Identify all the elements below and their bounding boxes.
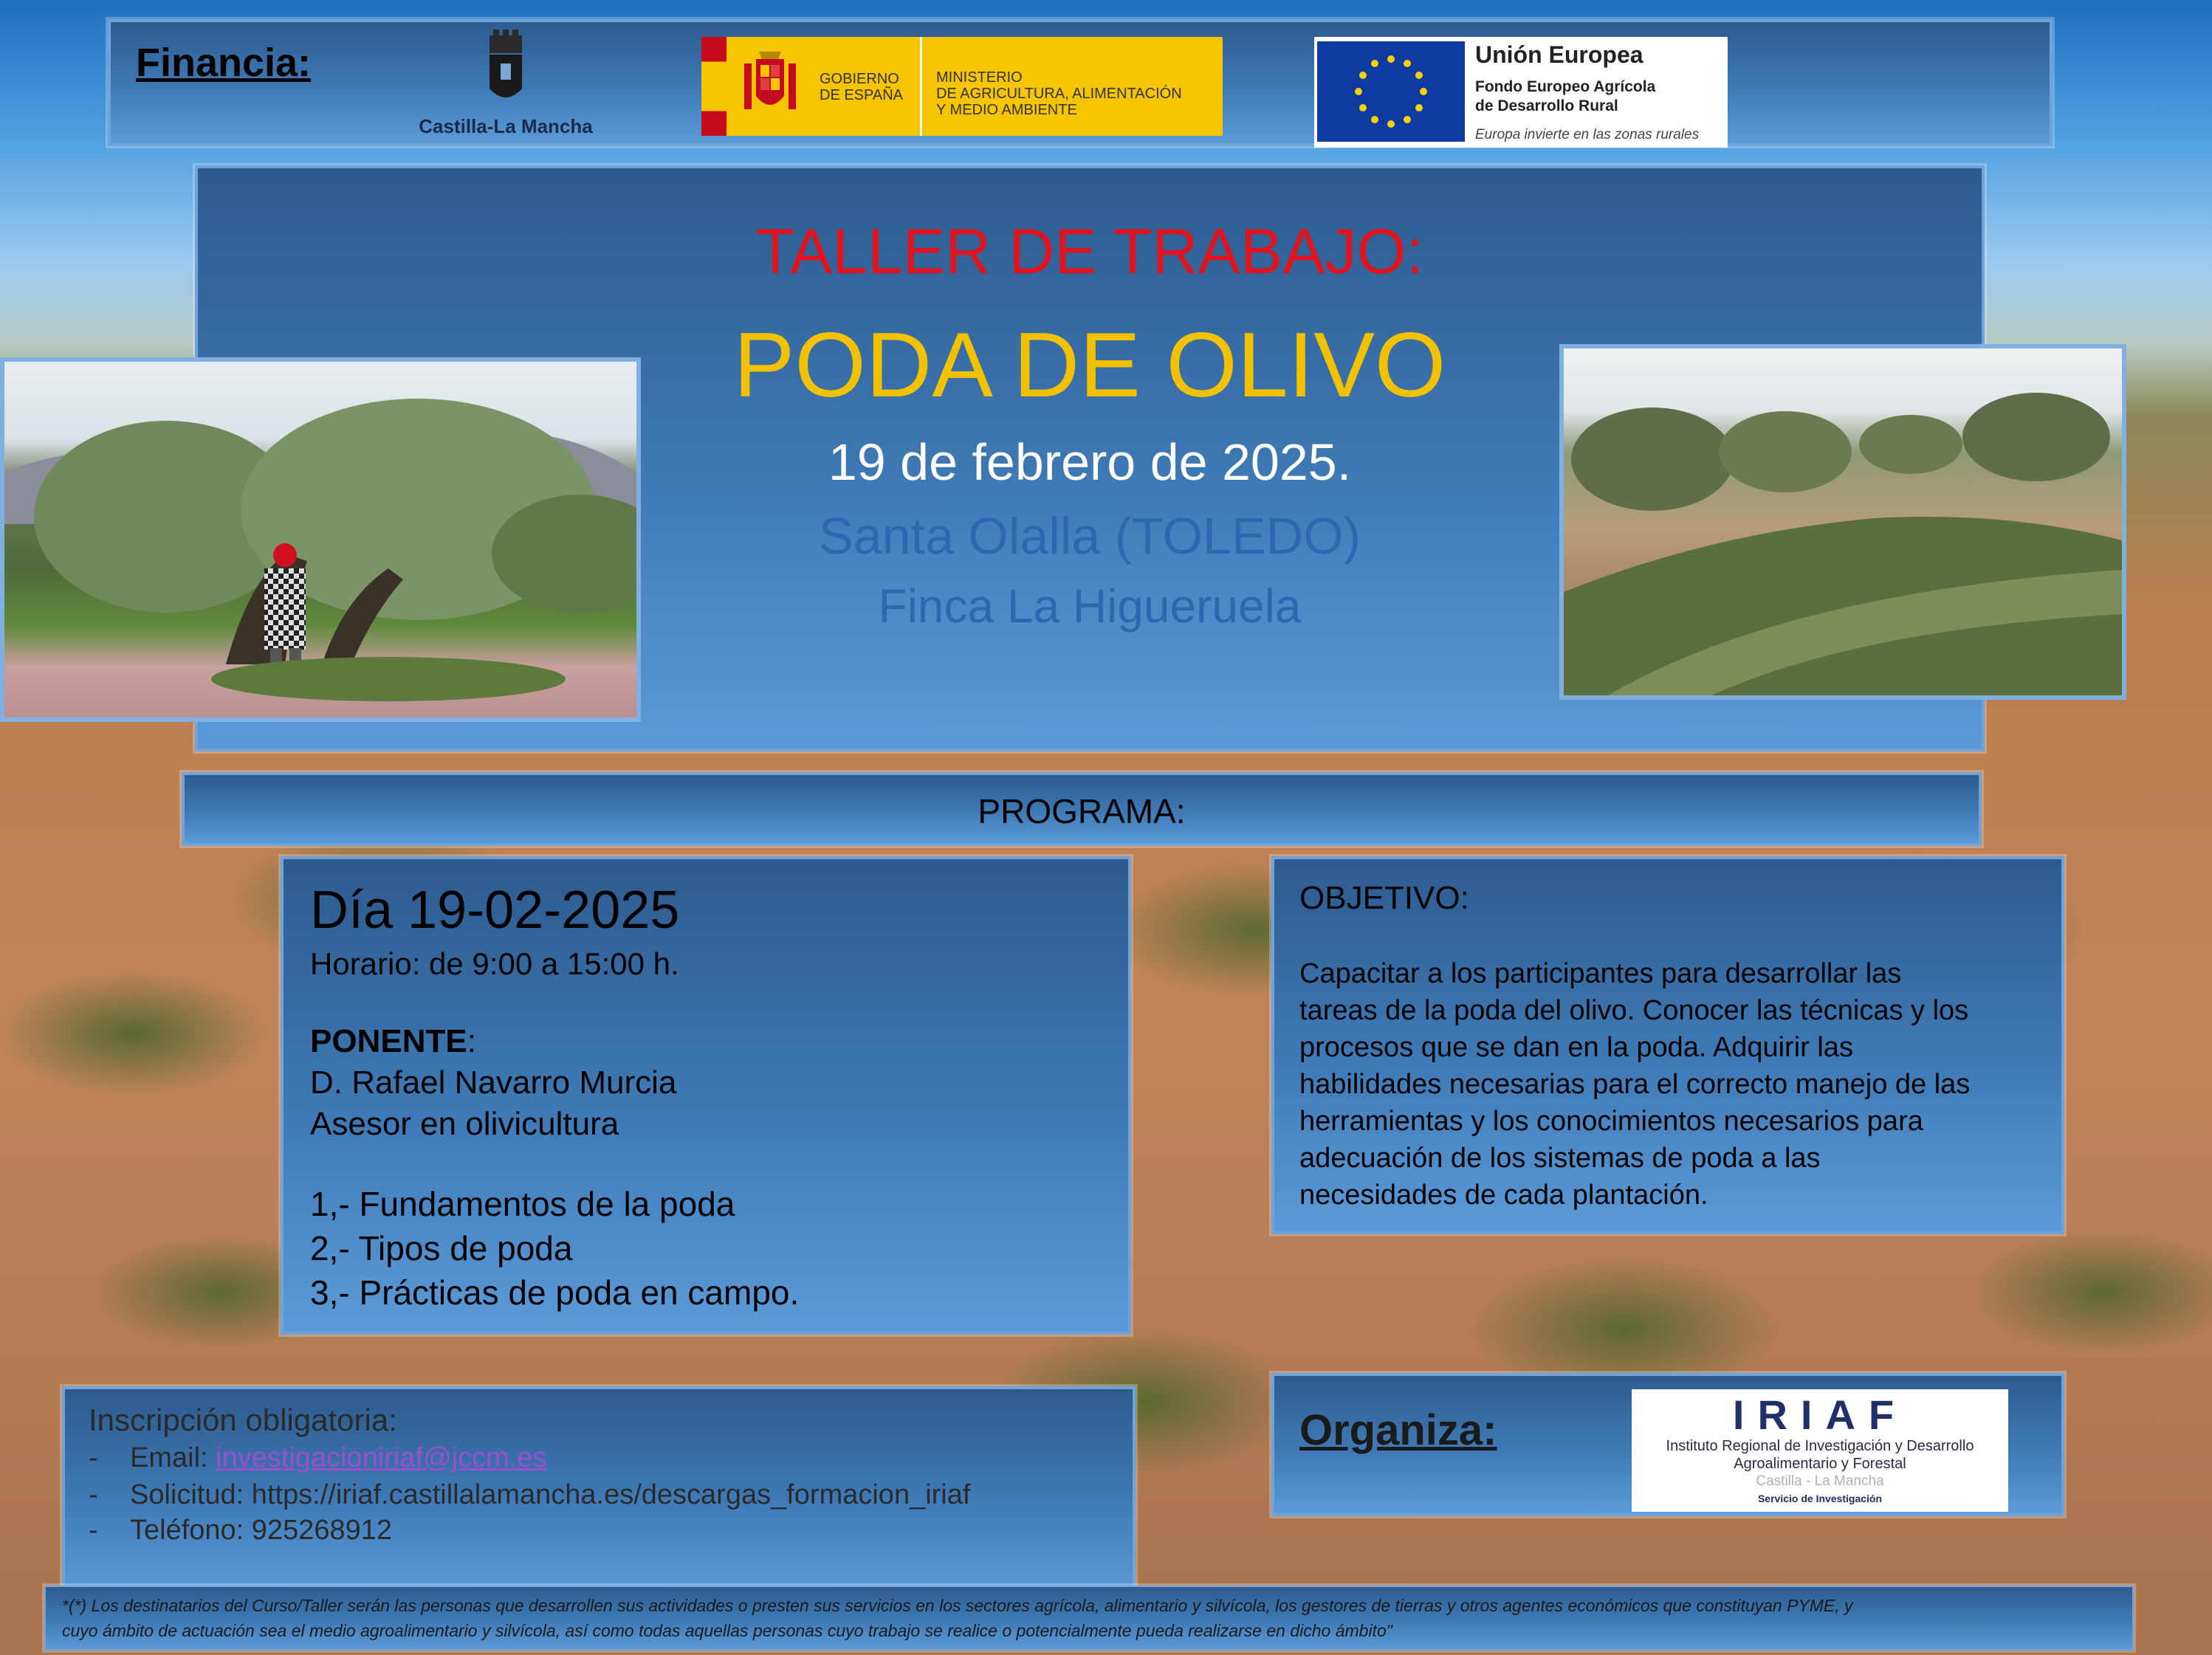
schedule-day: Día 19-02-2025: [310, 881, 680, 940]
iriaf-line-1: Instituto Regional de Investigación y Desarrollo: [1666, 1438, 1974, 1454]
ministerio-text-3: Y MEDIO AMBIENTE: [936, 102, 1077, 118]
eu-line-2: de Desarrollo Rural: [1475, 97, 1618, 114]
schedule-hours: Horario: de 9:00 a 15:00 h.: [310, 946, 679, 981]
speaker-label: PONENTE: [310, 1023, 467, 1059]
registration-panel: [62, 1386, 1136, 1594]
speaker-role: Asesor en olivicultura: [310, 1106, 619, 1142]
event-date: 19 de febrero de 2025.: [828, 433, 1352, 491]
registration-phone-row: [89, 1515, 392, 1546]
program-item-2: 2,- Tipos de poda: [310, 1229, 573, 1267]
phone-label: Teléfono:: [130, 1515, 244, 1546]
gobierno-logo: [701, 37, 1223, 136]
iriaf-logo: [1632, 1389, 2008, 1512]
request-link[interactable]: https://iriaf.castillalamancha.es/descargas_formacion_iriaf: [251, 1479, 971, 1510]
eu-logo: [1314, 37, 1728, 148]
schedule-panel: [281, 856, 1131, 1335]
event-place: Santa Olalla (TOLEDO): [819, 507, 1361, 565]
objective-line-6: adecuación de los sistemas de poda a las: [1299, 1143, 1821, 1174]
footnote-bar: [44, 1586, 2134, 1651]
program-item-1: 1,- Fundamentos de la poda: [310, 1185, 735, 1223]
bullet: -: [89, 1515, 98, 1546]
olive-trees-illustration-icon: [4, 362, 636, 718]
bullet: -: [89, 1442, 98, 1473]
email-label: Email:: [130, 1442, 208, 1473]
financia-label: Financia:: [136, 41, 312, 85]
iriaf-line-2: Agroalimentario y Forestal: [1734, 1456, 1906, 1472]
spain-coat-of-arms-icon: [738, 49, 802, 123]
objective-line-5: herramientas y los conocimientos necesarios para: [1299, 1106, 1923, 1137]
pruned-olive-grove-photo: [1559, 344, 2126, 700]
footnote-line-2: cuyo ámbito de actuación sea el medio agroalimentario y silvícola, así como todas aquellas personas cuyo trabajo se realice o potencialmente pueda realizarse en dicho ámbito": [62, 1621, 1392, 1640]
eu-flag-icon: [1317, 41, 1465, 142]
objective-panel: [1271, 856, 2064, 1234]
program-item-3: 3,- Prácticas de poda en campo.: [310, 1273, 800, 1312]
phone-value: 925268912: [251, 1515, 393, 1546]
organiza-label: Organiza:: [1299, 1406, 1497, 1454]
pruning-worker-photo: [0, 357, 641, 722]
objective-line-2: tareas de la poda del olivo. Conocer las técnicas y los: [1299, 995, 1969, 1026]
jccm-logo-text: Castilla-La Mancha: [419, 115, 593, 137]
footnote-line-1: *(*) Los destinatarios del Curso/Taller serán las personas que desarrollen sus actividades o presten sus servicios en los sectores agrícola, alimentario y silvícola, los gestores de tierras y otros agentes económicos que constituyan PYME, y: [62, 1596, 1853, 1615]
event-kicker: TALLER DE TRABAJO:: [755, 216, 1424, 287]
spain-flag-stripe: [701, 37, 727, 136]
speaker-name: D. Rafael Navarro Murcia: [310, 1064, 677, 1101]
olive-grove-illustration-icon: [1564, 348, 2122, 695]
email-link[interactable]: investigacioniriaf@jccm.es: [216, 1442, 547, 1473]
objective-line-1: Capacitar a los participantes para desarrollar las: [1299, 958, 1902, 989]
gobierno-text-2: DE ESPAÑA: [820, 87, 903, 103]
objective-line-3: procesos que se dan en la poda. Adquirir las: [1299, 1032, 1853, 1063]
objective-line-4: habilidades necesarias para el correcto manejo de las: [1299, 1069, 1971, 1100]
eu-title: Unión Europea: [1475, 41, 1643, 68]
objective-label: OBJETIVO:: [1299, 880, 1469, 916]
ministerio-text-1: MINISTERIO: [936, 69, 1023, 86]
jccm-crest-icon: [406, 30, 605, 111]
event-venue: Finca La Higueruela: [878, 579, 1302, 633]
registration-request-row: [89, 1479, 970, 1511]
organiza-panel: [1271, 1373, 2064, 1516]
iriaf-line-4: Servicio de Investigación: [1757, 1493, 1883, 1504]
registration-title: Inscripción obligatoria:: [89, 1403, 397, 1437]
header-bar: [108, 19, 2053, 146]
iriaf-name: IRIAF: [1732, 1391, 1908, 1438]
speaker-heading: [310, 1023, 476, 1060]
speaker-colon: :: [467, 1023, 476, 1059]
programa-label: PROGRAMA:: [978, 792, 1186, 830]
request-label: Solicitud:: [130, 1479, 244, 1510]
gobierno-text-1: GOBIERNO: [820, 71, 899, 87]
objective-line-7: necesidades de cada plantación.: [1299, 1180, 1708, 1211]
programa-bar: [182, 772, 1982, 846]
registration-email-row: [89, 1442, 546, 1474]
gobierno-divider: [920, 37, 922, 136]
jccm-logo: [406, 30, 605, 140]
event-title: PODA DE OLIVO: [733, 314, 1446, 416]
eu-line-1: Fondo Europeo Agrícola: [1475, 78, 1656, 95]
ministerio-text-2: DE AGRICULTURA, ALIMENTACIÓN: [936, 86, 1182, 102]
eu-tagline: Europa invierte en las zonas rurales: [1475, 127, 1700, 142]
bullet: -: [89, 1479, 98, 1510]
iriaf-line-3: Castilla - La Mancha: [1756, 1473, 1884, 1489]
